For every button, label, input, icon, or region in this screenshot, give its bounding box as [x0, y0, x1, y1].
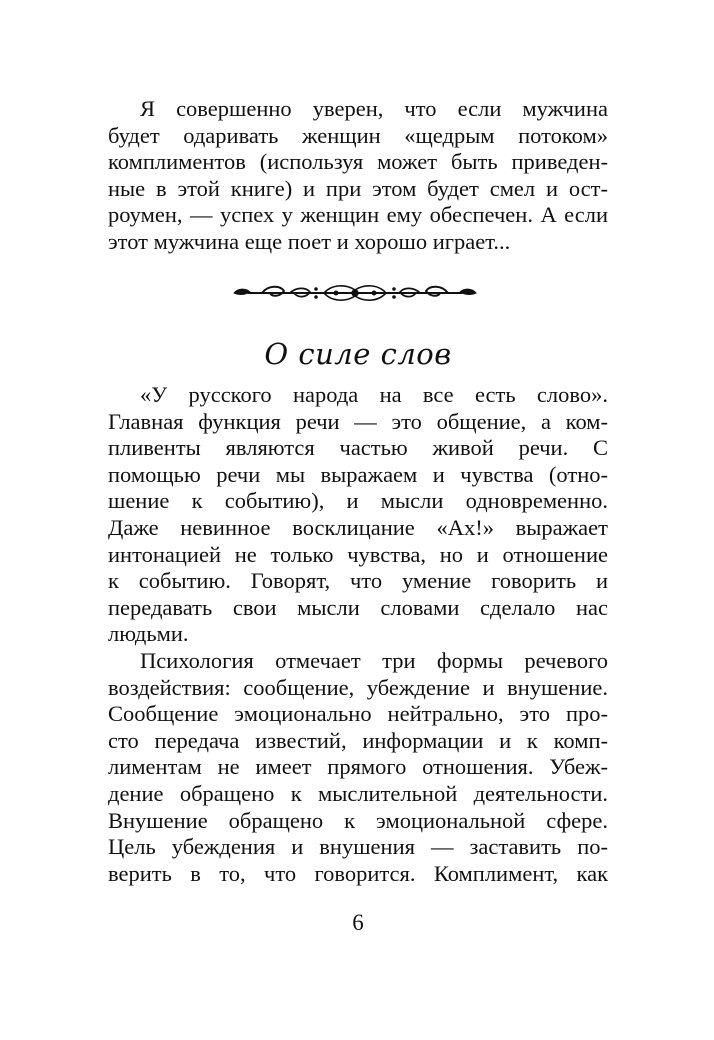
text-line: лиментам не имеет прямого отношения. Убеж-: [108, 754, 608, 780]
text-line: Я совершенно уверен, что если мужчина: [140, 96, 608, 121]
intro-paragraph: [108, 96, 608, 256]
text-line: шение к событию), и мысли одновременно.: [108, 488, 608, 514]
text-line: к событию. Говорят, что умение говорить и: [108, 568, 608, 594]
text-line: воздействия: сообщение, убеждение и внушение.: [108, 674, 608, 700]
text-line: будет одаривать женщин «щедрым потоком»: [108, 122, 608, 148]
text-line: Главная функция речи — это общение, а ком-: [108, 408, 608, 434]
text-line: Цель убеждения и внушения — заставить по-: [108, 834, 608, 860]
text-line: передавать свои мысли словами сделало нас: [108, 594, 608, 620]
paragraph-2: [108, 648, 608, 887]
text-line: комплиментов (используя может быть приведен-: [108, 149, 608, 175]
text-line: сто передача известий, информации и к комп-: [108, 727, 608, 753]
decorative-divider-icon: [232, 280, 478, 306]
text-line: ные в этой книге) и при этом будет смел и ост-: [108, 175, 608, 201]
text-line: Сообщение эмоционально нейтрально, это про-: [108, 701, 608, 727]
text-line: «У русского народа на все есть слово».: [140, 382, 608, 407]
text-line: людьми.: [108, 621, 189, 647]
text-line: пливенты являются частью живой речи. С: [108, 435, 608, 461]
text-line: Даже невинное восклицание «Ах!» выражает: [108, 514, 608, 540]
text-line: интонацией не только чувства, но и отношение: [108, 541, 608, 567]
text-line: верить в то, что говорится. Комплимент, как: [108, 860, 608, 886]
text-line: Внушение обращено к эмоциональной сфере.: [108, 807, 608, 833]
text-line: роумен, — успех у женщин ему обеспечен. А если: [108, 202, 608, 228]
section-title: О силе слов: [264, 337, 452, 371]
paragraph-1: [108, 382, 608, 648]
page-number: 6: [352, 910, 364, 935]
body-text: [108, 382, 608, 887]
text-line: помощью речи мы выражаем и чувства (отно-: [108, 461, 608, 487]
text-line: этот мужчина еще поет и хорошо играет...: [108, 228, 511, 254]
text-line: Психология отмечает три формы речевого: [140, 647, 608, 673]
text-line: дение обращено к мыслительной деятельности.: [108, 780, 608, 806]
